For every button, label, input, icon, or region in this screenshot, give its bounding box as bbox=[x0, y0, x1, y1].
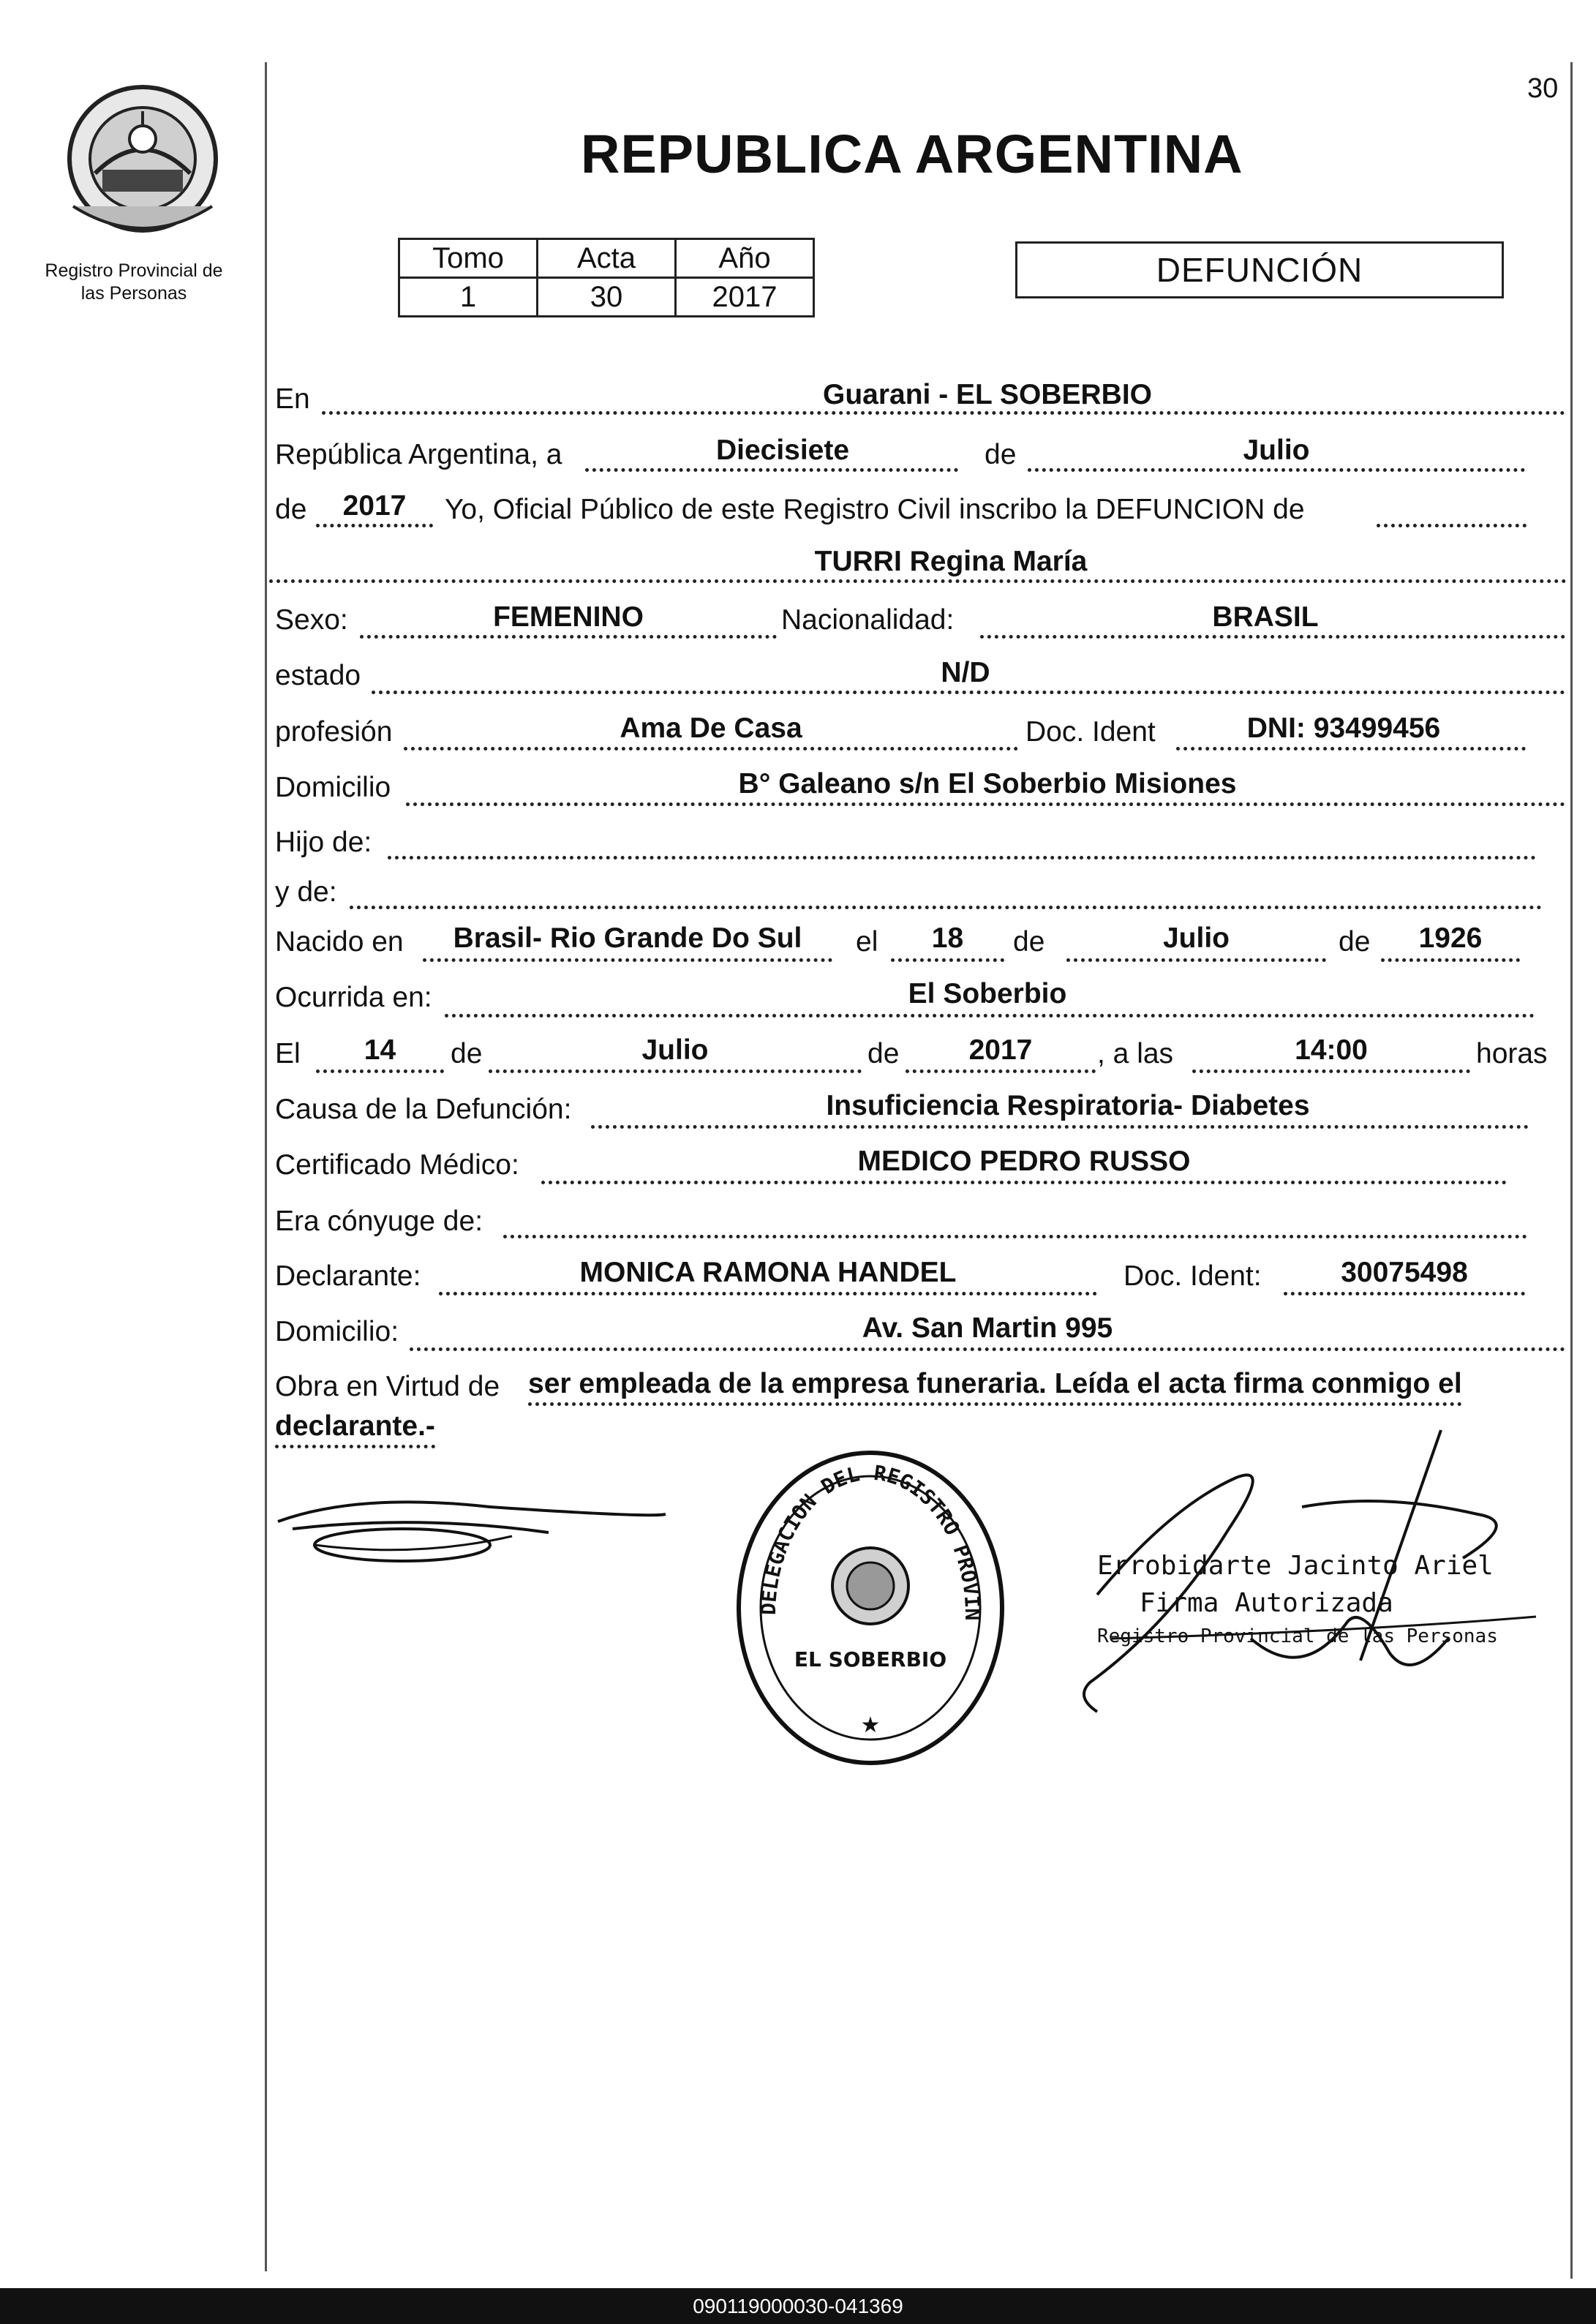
de-label: de bbox=[1339, 926, 1371, 958]
dotted-line bbox=[906, 1069, 1096, 1073]
estado-value: N/D bbox=[941, 657, 990, 688]
left-margin-line bbox=[265, 62, 267, 2271]
place-value: Guarani - EL SOBERBIO bbox=[822, 379, 1153, 410]
official-name: Errobidarte Jacinto Ariel bbox=[1097, 1551, 1494, 1581]
dotted-line bbox=[503, 1235, 1527, 1238]
dotted-line bbox=[406, 802, 1565, 806]
profesion-value: Ama De Casa bbox=[620, 712, 802, 744]
sexo-value: FEMENINO bbox=[493, 601, 644, 633]
table-cell: 1 bbox=[399, 278, 538, 317]
doc-ident-value: DNI: 93499456 bbox=[1246, 712, 1441, 744]
dotted-line bbox=[585, 468, 958, 472]
de-label: de bbox=[275, 494, 307, 525]
obra-label: Obra en Virtud de bbox=[275, 1371, 500, 1402]
month-value: Julio bbox=[1243, 435, 1310, 466]
declarante-domicilio-value: Av. San Martin 995 bbox=[862, 1312, 1113, 1344]
a-las-label: , a las bbox=[1097, 1038, 1174, 1069]
record-index-table bbox=[398, 238, 815, 317]
dotted-line bbox=[541, 1181, 1507, 1184]
causa-label: Causa de la Defunción: bbox=[275, 1094, 572, 1125]
right-margin-line bbox=[1570, 62, 1573, 2279]
dotted-line bbox=[891, 958, 1004, 962]
dotted-line bbox=[350, 906, 1542, 909]
table-header: Acta bbox=[538, 239, 676, 278]
official-signature-block bbox=[1097, 1551, 1498, 1647]
year-value: 2017 bbox=[342, 490, 407, 522]
svg-text:★: ★ bbox=[860, 1712, 881, 1738]
statement-text: Yo, Oficial Público de este Registro Civil inscribo la DEFUNCION de bbox=[445, 494, 1305, 525]
doc-ident-label: Doc. Ident bbox=[1025, 716, 1156, 748]
domicilio-value: B° Galeano s/n El Soberbio Misiones bbox=[738, 768, 1237, 800]
el-label: el bbox=[856, 926, 878, 958]
day-words-value: Diecisiete bbox=[715, 435, 850, 466]
doc-ident-label: Doc. Ident: bbox=[1123, 1260, 1262, 1292]
dotted-line bbox=[388, 856, 1536, 860]
dotted-line bbox=[1176, 747, 1526, 751]
birth-month-value: Julio bbox=[1162, 922, 1230, 954]
dotted-line bbox=[1066, 958, 1326, 962]
death-place-value: El Soberbio bbox=[908, 978, 1067, 1009]
dotted-line bbox=[591, 1125, 1529, 1129]
dotted-line bbox=[269, 579, 1567, 583]
nacionalidad-value: BRASIL bbox=[1212, 601, 1319, 633]
sexo-label: Sexo: bbox=[275, 604, 348, 636]
nacido-en-label: Nacido en bbox=[275, 926, 404, 958]
registry-name: Registro Provincial de las Personas bbox=[45, 260, 223, 304]
dotted-line bbox=[423, 958, 832, 962]
estado-label: estado bbox=[275, 660, 361, 691]
horas-label: horas bbox=[1476, 1038, 1548, 1069]
causa-value: Insuficiencia Respiratoria- Diabetes bbox=[826, 1090, 1310, 1121]
dotted-line bbox=[410, 1347, 1565, 1351]
dotted-line bbox=[1377, 524, 1527, 527]
svg-text:DELEGACION DEL REGISTRO PROVIN: DELEGACION DEL REGISTRO PROVIN bbox=[756, 1460, 985, 1621]
table-cell: 2017 bbox=[676, 278, 814, 317]
de-label: de bbox=[985, 439, 1017, 470]
domicilio-label: Domicilio bbox=[275, 772, 391, 803]
declarante-doc-value: 30075498 bbox=[1341, 1257, 1468, 1288]
dotted-line bbox=[489, 1069, 862, 1073]
de-label: de bbox=[451, 1038, 483, 1069]
dotted-line bbox=[1284, 1292, 1525, 1296]
birth-place-value: Brasil- Rio Grande Do Sul bbox=[453, 922, 802, 954]
birth-year-value: 1926 bbox=[1418, 922, 1483, 954]
conyuge-label: Era cónyuge de: bbox=[275, 1206, 483, 1237]
record-type-box: DEFUNCIÓN bbox=[1015, 241, 1504, 298]
dotted-line bbox=[316, 524, 433, 527]
dotted-line bbox=[404, 747, 1018, 751]
dotted-line bbox=[1381, 958, 1520, 962]
official-title: Firma Autorizada bbox=[1140, 1588, 1393, 1618]
death-year-value: 2017 bbox=[968, 1034, 1033, 1066]
republic-label: República Argentina, a bbox=[275, 439, 562, 470]
dotted-line bbox=[322, 411, 1565, 415]
birth-day-value: 18 bbox=[931, 922, 964, 954]
dotted-line bbox=[360, 635, 777, 639]
dotted-line bbox=[1028, 468, 1525, 472]
dotted-line bbox=[445, 1014, 1535, 1018]
declarante-value: MONICA RAMONA HANDEL bbox=[579, 1257, 957, 1288]
death-day-value: 14 bbox=[364, 1034, 396, 1066]
official-office: Registro Provincial de las Personas bbox=[1097, 1625, 1498, 1647]
table-cell: 30 bbox=[538, 278, 676, 317]
document-code-footer: 090119000030-041369 bbox=[0, 2288, 1596, 2324]
table-header: Año bbox=[676, 239, 814, 278]
de-label: de bbox=[867, 1038, 900, 1069]
certificado-value: MEDICO PEDRO RUSSO bbox=[857, 1146, 1191, 1177]
hijo-de-label: Hijo de: bbox=[275, 827, 372, 858]
declarante-label: Declarante: bbox=[275, 1260, 421, 1292]
de-label: de bbox=[1013, 926, 1045, 958]
document-title: REPUBLICA ARGENTINA bbox=[581, 124, 1243, 184]
dotted-line bbox=[980, 635, 1565, 639]
en-label: En bbox=[275, 383, 310, 415]
domicilio-label: Domicilio: bbox=[275, 1316, 399, 1347]
table-header: Tomo bbox=[399, 239, 538, 278]
nacionalidad-label: Nacionalidad: bbox=[781, 604, 955, 636]
obra-value-continued: declarante.- bbox=[275, 1412, 435, 1448]
delegation-stamp bbox=[731, 1447, 1009, 1769]
dotted-line bbox=[316, 1069, 444, 1073]
page-number: 30 bbox=[1527, 73, 1559, 104]
svg-text:EL SOBERBIO: EL SOBERBIO bbox=[794, 1647, 947, 1671]
certificado-label: Certificado Médico: bbox=[275, 1149, 519, 1181]
dotted-line bbox=[372, 691, 1565, 694]
deceased-name-value: TURRI Regina María bbox=[814, 546, 1088, 577]
dotted-line bbox=[439, 1292, 1097, 1296]
death-time-value: 14:00 bbox=[1295, 1034, 1368, 1066]
dotted-line bbox=[1192, 1069, 1470, 1073]
province-seal-logo bbox=[59, 82, 227, 239]
obra-value: ser empleada de la empresa funeraria. Leída el acta firma conmigo el bbox=[528, 1369, 1462, 1406]
y-de-label: y de: bbox=[275, 876, 337, 908]
ocurrida-label: Ocurrida en: bbox=[275, 982, 432, 1013]
el-label: El bbox=[275, 1038, 301, 1069]
death-month-value: Julio bbox=[641, 1034, 709, 1066]
profesion-label: profesión bbox=[275, 716, 393, 748]
declarant-signature bbox=[271, 1478, 680, 1565]
